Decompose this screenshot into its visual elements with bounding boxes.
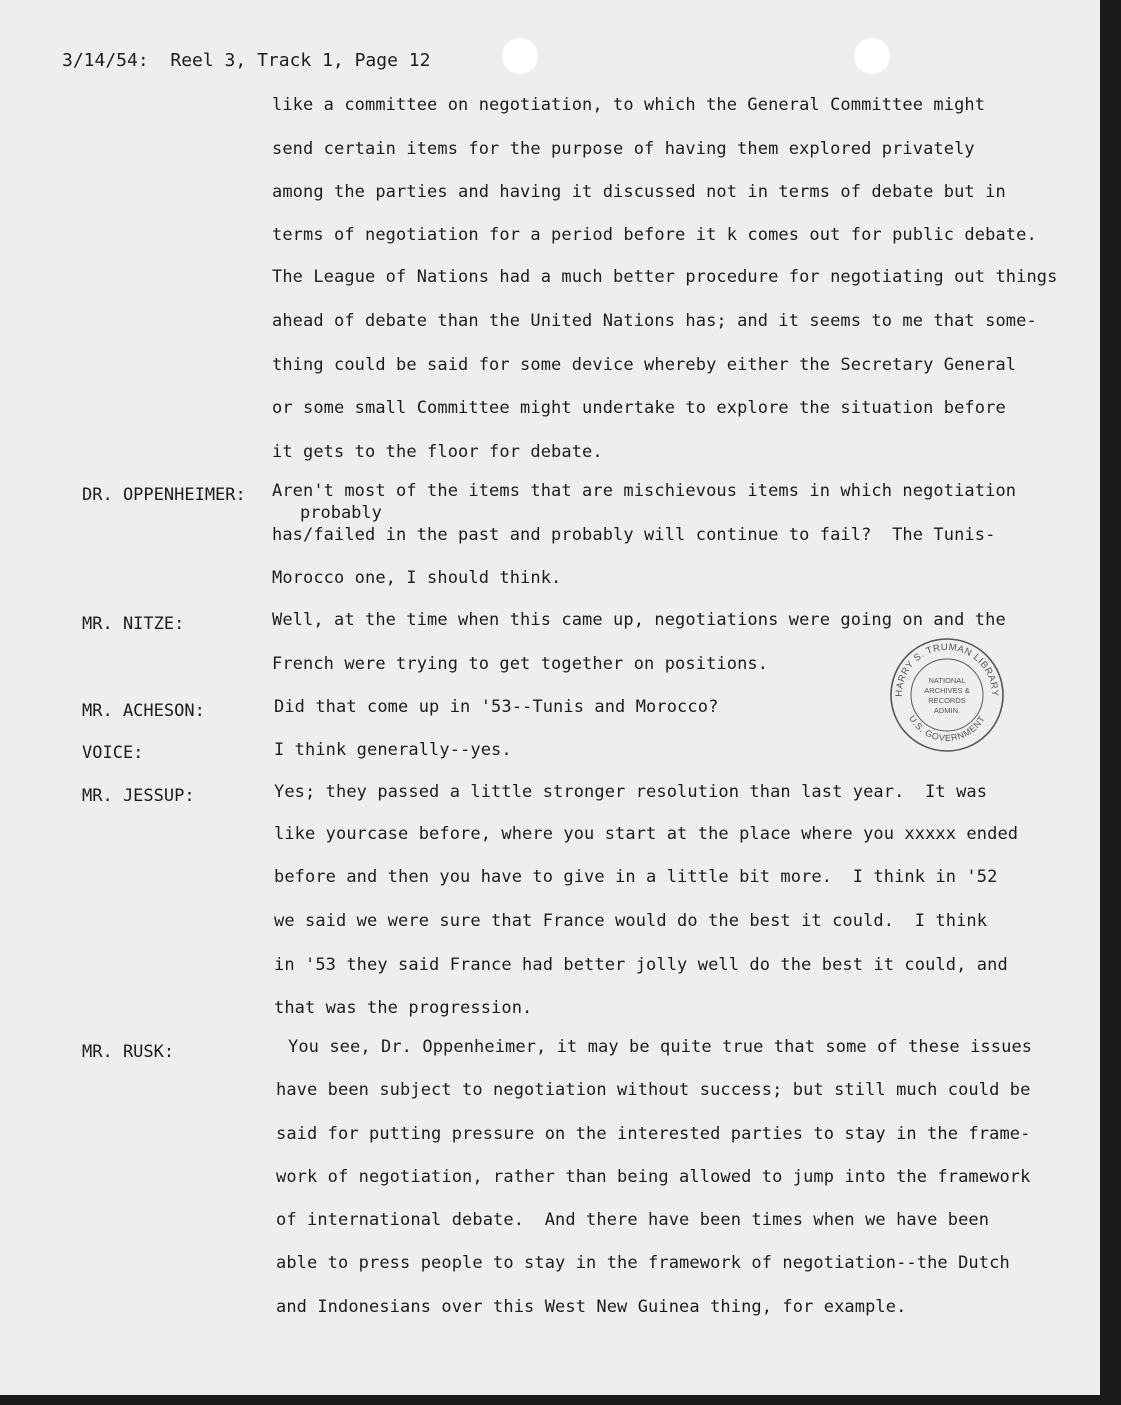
text-line: it gets to the floor for debate. <box>272 442 603 462</box>
text-line: Aren't most of the items that are mischievous items in which negotiation <box>272 481 1017 501</box>
stamp-center-line: NATIONAL <box>928 676 966 685</box>
text-line: like a committee on negotiation, to which the General Committee might <box>272 95 986 115</box>
text-line: or some small Committee might undertake to explore the situation before <box>272 398 1006 418</box>
speaker-label: MR. ACHESON: <box>82 701 205 721</box>
text-line: in '53 they said France had better jolly well do the best it could, and <box>274 955 1008 975</box>
stamp-ring-text-bottom: U.S. GOVERNMENT <box>907 713 987 744</box>
punch-hole-left <box>502 38 538 74</box>
text-line: send certain items for the purpose of having them explored privately <box>272 139 975 159</box>
text-line: of international debate. And there have been times when we have been <box>276 1210 990 1230</box>
speaker-label: VOICE: <box>82 743 144 763</box>
text-line: like yourcase before, where you start at the place where you xxxxx ended <box>274 824 1019 844</box>
speaker-label: MR. JESSUP: <box>82 786 195 806</box>
text-line: we said we were sure that France would do the best it could. I think <box>274 911 988 931</box>
text-line: thing could be said for some device whereby either the Secretary General <box>272 355 1017 375</box>
speaker-label: MR. NITZE: <box>82 614 185 634</box>
text-line: ahead of debate than the United Nations has; and it seems to me that some- <box>272 311 1037 331</box>
punch-hole-right <box>854 38 890 74</box>
text-line: among the parties and having it discussed not in terms of debate but in <box>272 182 1006 202</box>
text-line: Morocco one, I should think. <box>272 568 562 588</box>
stamp-center-line: ADMIN. <box>933 706 961 715</box>
speaker-label: MR. RUSK: <box>82 1042 175 1062</box>
page-header: 3/14/54: Reel 3, Track 1, Page 12 <box>62 50 431 71</box>
text-line: has/failed in the past and probably will continue to fail? The Tunis- <box>272 525 996 545</box>
text-line: that was the progression. <box>274 998 533 1018</box>
text-line: have been subject to negotiation without success; but still much could be <box>276 1080 1031 1100</box>
text-line: terms of negotiation for a period before it k comes out for public debate. <box>272 225 1037 245</box>
text-line: You see, Dr. Oppenheimer, it may be quite true that some of these issues <box>288 1037 1033 1057</box>
stamp-center-line: ARCHIVES & <box>924 686 970 695</box>
text-line: able to press people to stay in the framework of negotiation--the Dutch <box>276 1253 1010 1273</box>
speaker-label: DR. OPPENHEIMER: <box>82 485 246 505</box>
text-line: French were trying to get together on positions. <box>272 654 769 674</box>
text-line: The League of Nations had a much better procedure for negotiating out things <box>272 267 1058 287</box>
truman-library-stamp <box>888 636 1006 754</box>
stamp-center-line: RECORDS <box>928 696 966 705</box>
stamp-ring-text: HARRY S. TRUMAN LIBRARY <box>893 641 1001 697</box>
text-line: work of negotiation, rather than being allowed to jump into the framework <box>276 1167 1031 1187</box>
text-line: Well, at the time when this came up, negotiations were going on and the <box>272 610 1006 630</box>
text-line: said for putting pressure on the interested parties to stay in the frame- <box>276 1124 1031 1144</box>
text-line: Yes; they passed a little stronger resolution than last year. It was <box>274 782 988 802</box>
text-line: I think generally--yes. <box>274 740 512 760</box>
text-line: and Indonesians over this West New Guinea thing, for example. <box>276 1297 907 1317</box>
interlineation: probably <box>300 503 382 523</box>
text-line: Did that come up in '53--Tunis and Morocco? <box>274 697 719 717</box>
text-line: before and then you have to give in a little bit more. I think in '52 <box>274 867 998 887</box>
